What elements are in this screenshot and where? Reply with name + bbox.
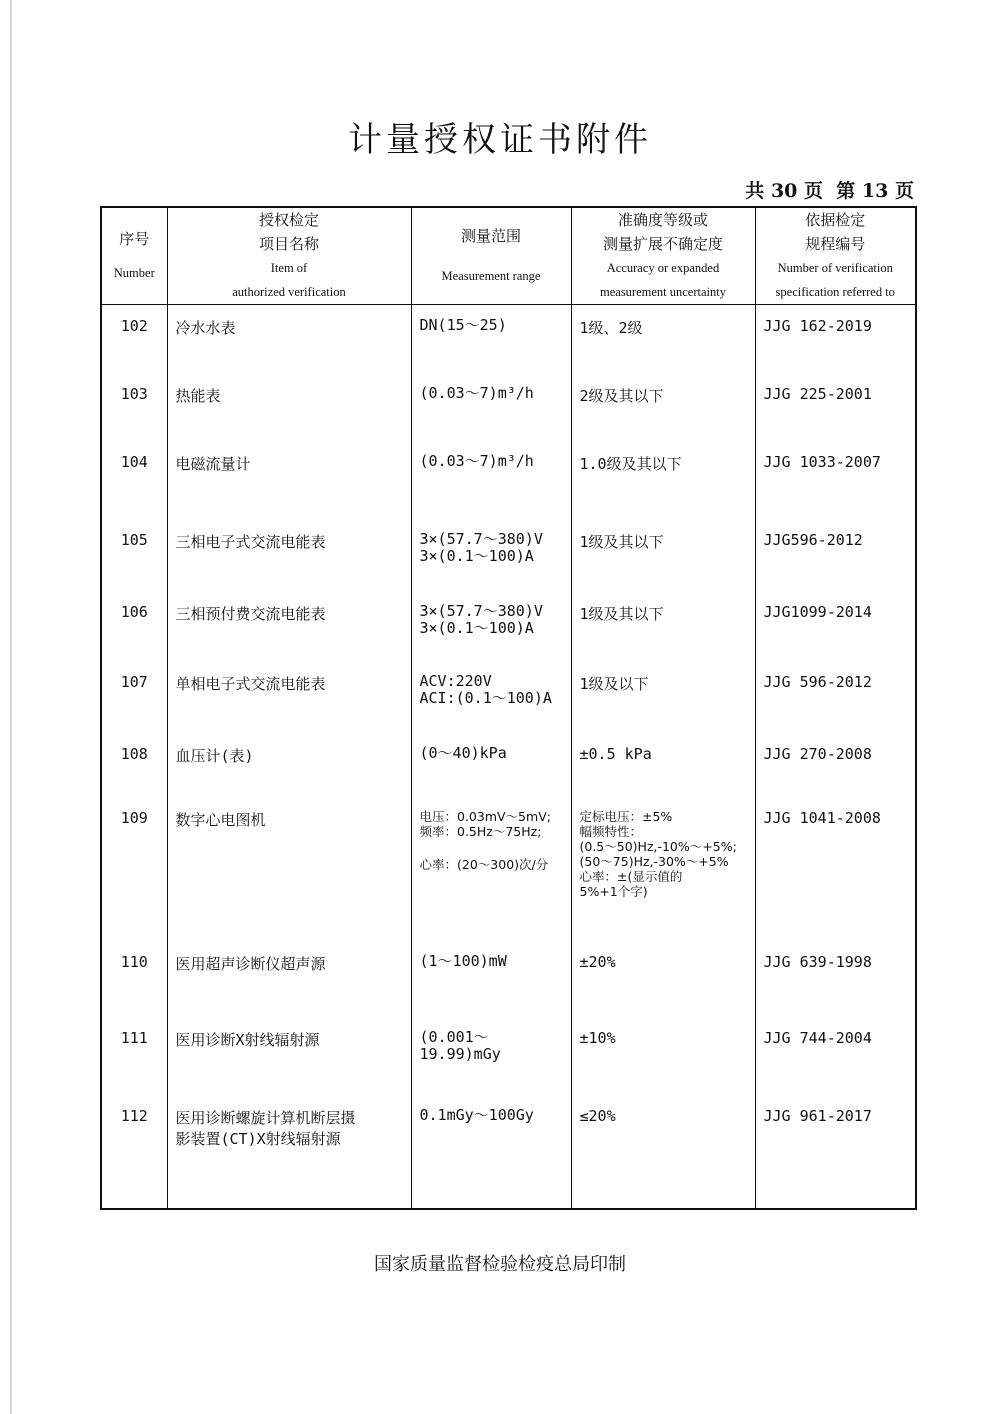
row-accuracy-line: (50～75)Hz,-30%～+5% (579, 853, 729, 869)
row-item-name (167, 513, 411, 591)
row-measurement-range (411, 513, 571, 591)
row-measurement-range (411, 1097, 571, 1201)
empty-cell (101, 1201, 167, 1209)
empty-cell (167, 1201, 411, 1209)
row-spec-number: JJG 1041-2008 (755, 799, 916, 943)
table-row (101, 943, 916, 1019)
row-item-name-line: 三相预付费交流电能表 (175, 604, 326, 623)
row-measurement-range-line: 频率：0.5Hz～75Hz; (419, 823, 542, 839)
row-item-name (167, 441, 411, 513)
row-item-name-line: 医用诊断X射线辐射源 (175, 1030, 320, 1049)
current-page: 13 (861, 180, 889, 202)
row-spec-number: JJG 961-2017 (755, 1097, 916, 1201)
row-item-name (167, 663, 411, 735)
row-item-name-line: 影装置(CT)X射线辐射源 (175, 1129, 341, 1148)
empty-cell (755, 1201, 916, 1209)
row-number: 111 (101, 1019, 167, 1097)
page-prefix: 第 (836, 180, 856, 202)
header-item: 授权检定 项目名称 Item of authorized verification (167, 207, 411, 305)
row-item-name-line: 冷水水表 (175, 319, 236, 337)
table-filler-row (101, 1201, 916, 1209)
row-number: 109 (101, 799, 167, 943)
scan-edge (10, 0, 12, 1414)
row-spec-number: JJG 639-1998 (755, 943, 916, 1019)
total-suffix: 页 (804, 180, 824, 202)
row-accuracy (571, 735, 755, 799)
row-number: 112 (101, 1097, 167, 1201)
row-number: 103 (101, 373, 167, 441)
table-row (101, 663, 916, 735)
table-row (101, 591, 916, 663)
row-accuracy (571, 591, 755, 663)
row-accuracy-line: 心率：±(显示值的 (579, 868, 683, 884)
row-measurement-range (411, 591, 571, 663)
row-accuracy-line: 5%+1个字) (579, 883, 648, 899)
row-measurement-range-line: 电压：0.03mV～5mV; (419, 808, 551, 824)
row-measurement-range-line: 3×(0.1～100)A (419, 618, 534, 637)
header-spec: 依据检定 规程编号 Number of verification specification referred to (755, 207, 916, 305)
row-accuracy (571, 513, 755, 591)
row-accuracy (571, 1019, 755, 1097)
row-measurement-range-line: DN(15～25) (419, 316, 507, 334)
row-item-name (167, 799, 411, 943)
table-header-row (101, 207, 916, 305)
row-spec-number: JJG1099-2014 (755, 591, 916, 663)
row-accuracy (571, 373, 755, 441)
page-counter (745, 176, 914, 203)
row-accuracy-line: 1.0级及其以下 (579, 454, 682, 473)
page-suffix: 页 (894, 180, 914, 202)
header-accuracy: 准确度等级或 测量扩展不确定度 Accuracy or expanded measurement uncertainty (571, 207, 755, 305)
table-row (101, 735, 916, 799)
row-item-name-line: 单相电子式交流电能表 (175, 674, 326, 693)
row-measurement-range (411, 663, 571, 735)
row-measurement-range-line: ACV:220V (419, 671, 492, 690)
row-accuracy-line: 1级及以下 (579, 674, 649, 693)
row-accuracy-line: 1级及其以下 (579, 604, 664, 623)
row-number: 104 (101, 441, 167, 513)
row-accuracy (571, 305, 755, 373)
row-measurement-range (411, 1019, 571, 1097)
row-measurement-range (411, 305, 571, 373)
row-number: 106 (101, 591, 167, 663)
row-number: 102 (101, 305, 167, 373)
row-measurement-range (411, 441, 571, 513)
authorization-table (100, 206, 917, 1210)
row-item-name (167, 1097, 411, 1201)
header-number: 序号 Number (101, 207, 167, 305)
row-measurement-range-line: 心率：(20～300)次/分 (419, 856, 549, 872)
footer-printer: 国家质量监督检验检疫总局印制 (374, 1254, 626, 1275)
row-accuracy-line: 2级及其以下 (579, 386, 664, 405)
row-accuracy-line: ±20% (579, 952, 616, 971)
row-spec-number: JJG 225-2001 (755, 373, 916, 441)
row-accuracy-line: ±10% (579, 1028, 616, 1047)
row-item-name (167, 735, 411, 799)
row-spec-number: JJG 162-2019 (755, 305, 916, 373)
row-measurement-range-line: 3×(57.7～380)V (419, 529, 543, 548)
row-measurement-range-line: (0～40)kPa (419, 743, 507, 762)
row-item-name-line: 三相电子式交流电能表 (175, 532, 326, 551)
row-accuracy-line: 定标电压：±5% (579, 808, 673, 824)
total-pages: 30 (770, 180, 798, 202)
row-measurement-range-line: (0.03～7)m³/h (419, 383, 534, 402)
row-measurement-range-line: (0.03～7)m³/h (419, 451, 534, 470)
table-row (101, 1097, 916, 1201)
total-prefix: 共 (745, 180, 765, 202)
row-measurement-range-line: 0.1mGy～100Gy (419, 1105, 534, 1124)
row-item-name (167, 591, 411, 663)
row-item-name (167, 373, 411, 441)
row-accuracy (571, 943, 755, 1019)
row-accuracy-line: 幅频特性： (579, 823, 643, 839)
row-accuracy-line: ≤20% (579, 1106, 616, 1125)
row-item-name-line: 热能表 (175, 386, 221, 405)
row-item-name (167, 305, 411, 373)
row-accuracy-line: 1级、2级 (579, 319, 643, 337)
table-row (101, 513, 916, 591)
empty-cell (571, 1201, 755, 1209)
empty-cell (411, 1201, 571, 1209)
table-row (101, 1019, 916, 1097)
row-number: 107 (101, 663, 167, 735)
row-item-name-line: 医用超声诊断仪超声源 (175, 954, 326, 973)
row-item-name (167, 943, 411, 1019)
row-measurement-range (411, 373, 571, 441)
row-accuracy-line: (0.5～50)Hz,-10%～+5%; (579, 838, 737, 854)
row-measurement-range-line: 3×(0.1～100)A (419, 546, 534, 565)
row-item-name (167, 1019, 411, 1097)
table-row (101, 799, 916, 943)
row-accuracy (571, 799, 755, 943)
row-accuracy-line: ±0.5 kPa (579, 744, 652, 763)
row-measurement-range (411, 943, 571, 1019)
row-item-name-line: 医用诊断螺旋计算机断层摄 (175, 1108, 356, 1127)
row-spec-number: JJG 270-2008 (755, 735, 916, 799)
row-measurement-range (411, 799, 571, 943)
table-row (101, 373, 916, 441)
row-spec-number: JJG 744-2004 (755, 1019, 916, 1097)
row-measurement-range-line: (1～100)mW (419, 951, 507, 970)
row-measurement-range (411, 735, 571, 799)
row-measurement-range-line: ACI:(0.1～100)A (419, 688, 552, 707)
row-spec-number: JJG 596-2012 (755, 663, 916, 735)
row-measurement-range-line (420, 839, 563, 857)
row-spec-number: JJG 1033-2007 (755, 441, 916, 513)
row-item-name-line: 数字心电图机 (175, 810, 266, 829)
row-item-name-line: 血压计(表) (175, 746, 254, 765)
page-title: 计量授权证书附件 (348, 120, 652, 160)
table-row (101, 441, 916, 513)
row-measurement-range-line: 3×(57.7～380)V (419, 601, 543, 620)
row-accuracy (571, 1097, 755, 1201)
row-number: 108 (101, 735, 167, 799)
row-spec-number: JJG596-2012 (755, 513, 916, 591)
row-item-name-line: 电磁流量计 (175, 454, 251, 473)
row-accuracy-line: 1级及其以下 (579, 532, 664, 551)
row-number: 110 (101, 943, 167, 1019)
header-range: 测量范围 Measurement range (411, 207, 571, 305)
row-accuracy (571, 663, 755, 735)
row-measurement-range-line: (0.001～19.99)mGy (419, 1027, 501, 1063)
row-accuracy (571, 441, 755, 513)
table-row (101, 305, 916, 373)
row-number: 105 (101, 513, 167, 591)
